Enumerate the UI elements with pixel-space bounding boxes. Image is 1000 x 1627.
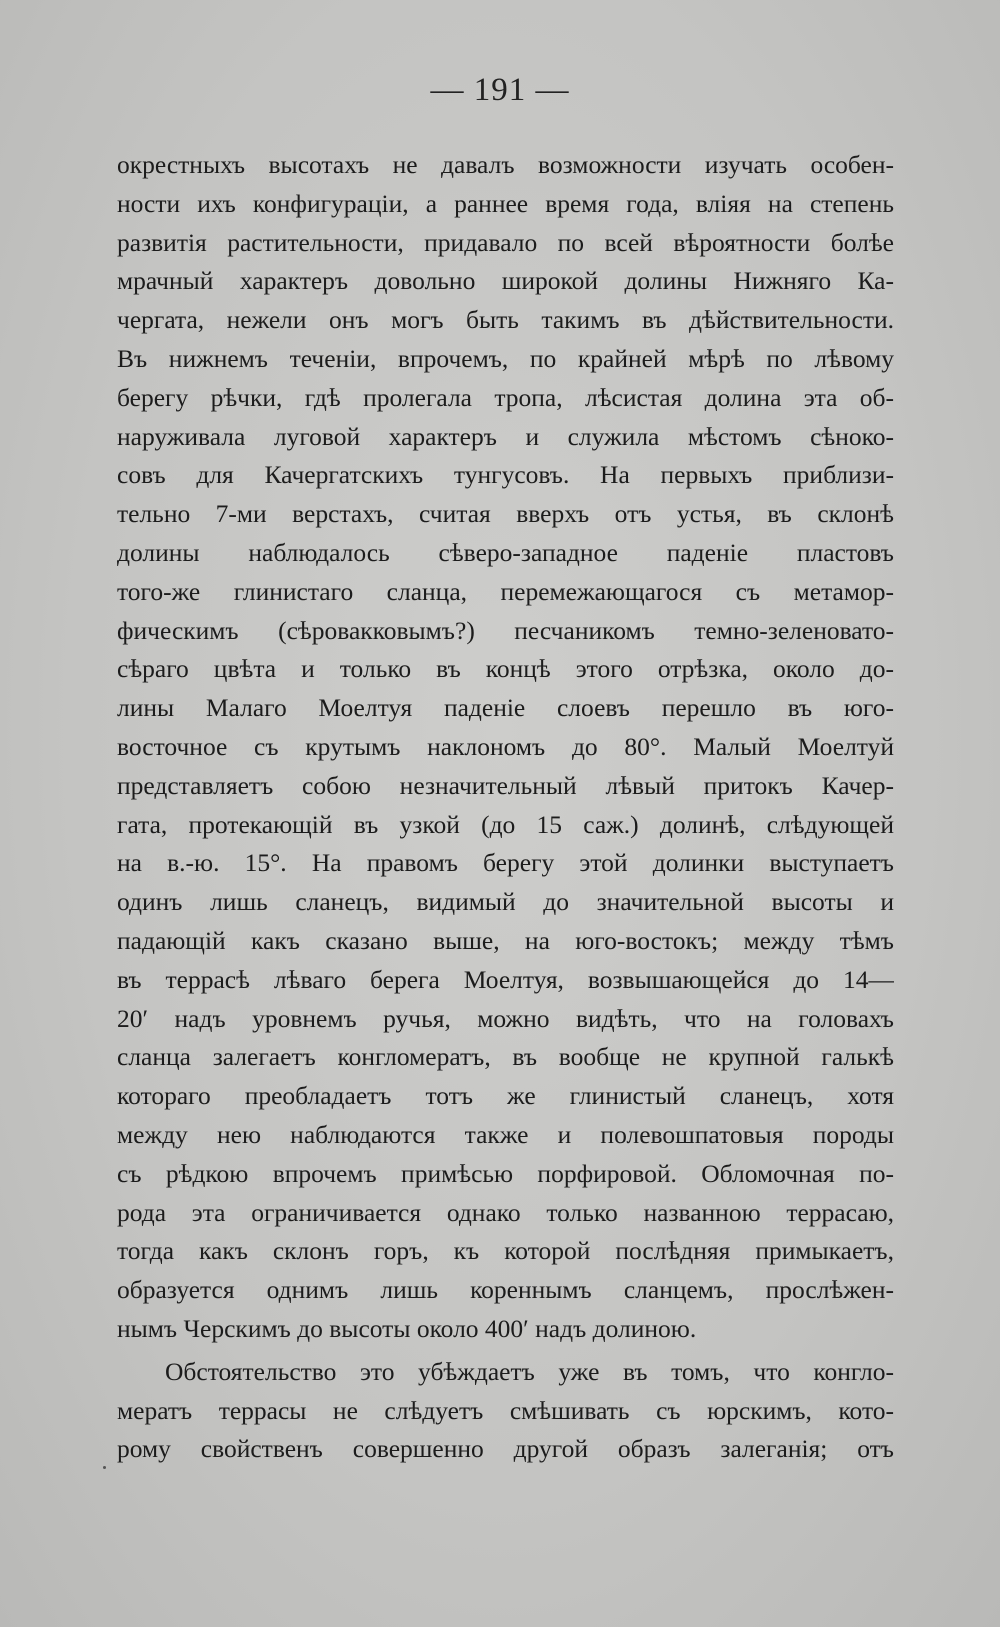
text-line: фическимъ (сѣровакковымъ?) песчаникомъ темно-зеленовато- xyxy=(117,615,894,645)
print-speck xyxy=(103,1466,106,1469)
paragraph-2 xyxy=(117,1353,894,1469)
text-line: нымъ Черскимъ до высоты около 400′ надъ долиною. xyxy=(117,1313,697,1343)
text-line: окрестныхъ высотахъ не давалъ возможности изучать особен- xyxy=(117,150,894,179)
text-line: развитія растительности, придавало по всей вѣроятности болѣе xyxy=(117,227,894,257)
text-line: тогда какъ склонъ горъ, къ которой послѣдняя примыкаетъ, xyxy=(117,1236,894,1266)
text-line: котораго преобладаетъ тотъ же глинистый сланецъ, хотя xyxy=(117,1081,894,1111)
text-line: рому свойственъ совершенно другой образъ залеганія; отъ xyxy=(117,1434,894,1464)
text-line: берегу рѣчки, гдѣ пролегала тропа, лѣсистая долина эта об- xyxy=(117,382,894,412)
text-line: наруживала луговой характеръ и служила мѣстомъ сѣноко- xyxy=(117,421,894,451)
text-line: представляетъ собою незначительный лѣвый притокъ Качер- xyxy=(117,770,894,800)
text-line: Въ нижнемъ теченіи, впрочемъ, по крайней мѣрѣ по лѣвому xyxy=(117,343,894,373)
text-line: восточное съ крутымъ наклономъ до 80°. Малый Моелтуй xyxy=(117,731,894,761)
text-line: съ рѣдкою впрочемъ примѣсью порфировой. Обломочная по- xyxy=(117,1158,894,1188)
text-line: Обстоятельство это убѣждаетъ уже въ томъ, что конгло- xyxy=(165,1356,894,1386)
text-line: образуется однимъ лишь кореннымъ сланцемъ, прослѣжен- xyxy=(117,1275,894,1305)
text-line: между нею наблюдаются также и полевошпатовыя породы xyxy=(117,1119,894,1149)
text-line: совъ для Качергатскихъ тунгусовъ. На первыхъ приблизи- xyxy=(117,460,894,490)
text-line: падающій какъ сказано выше, на юго-востокъ; между тѣмъ xyxy=(117,925,894,955)
text-line: на в.-ю. 15°. На правомъ берегу этой долинки выступаетъ xyxy=(117,848,894,878)
text-line: гата, протекающій въ узкой (до 15 саж.) долинѣ, слѣдующей xyxy=(117,809,894,839)
paragraph-1 xyxy=(117,146,894,1349)
text-line: въ террасѣ лѣваго берега Моелтуя, возвышающейся до 14— xyxy=(117,964,894,994)
text-line: лины Малаго Моелтуя паденіе слоевъ перешло въ юго- xyxy=(117,693,894,723)
page-number: — 191 — xyxy=(430,72,570,108)
text-line: ности ихъ конфигураціи, а раннее время года, вліяя на степень xyxy=(117,188,894,218)
text-line: мрачный характеръ довольно широкой долины Нижняго Ка- xyxy=(117,266,894,296)
text-line: сѣраго цвѣта и только въ концѣ этого отрѣзка, около до- xyxy=(117,654,894,684)
text-line: того-же глинистаго сланца, перемежающагося съ метамор- xyxy=(117,576,894,606)
text-line: долины наблюдалось сѣверо-западное паденіе пластовъ xyxy=(117,537,894,567)
text-line: мератъ террасы не слѣдуетъ смѣшивать съ юрскимъ, кото- xyxy=(117,1395,894,1425)
body-text xyxy=(117,146,894,1469)
text-line: тельно 7-ми верстахъ, считая вверхъ отъ устья, въ склонѣ xyxy=(117,499,894,529)
text-line: сланца залегаетъ конгломератъ, въ вообще не крупной галькѣ xyxy=(117,1042,894,1072)
text-line: одинъ лишь сланецъ, видимый до значительной высоты и xyxy=(117,887,894,917)
text-line: 20′ надъ уровнемъ ручья, можно видѣть, что на головахъ xyxy=(117,1003,894,1033)
text-line: чергата, нежели онъ могъ быть такимъ въ дѣйствительности. xyxy=(117,305,894,335)
text-line: рода эта ограничивается однако только названною террасаю, xyxy=(117,1197,894,1227)
